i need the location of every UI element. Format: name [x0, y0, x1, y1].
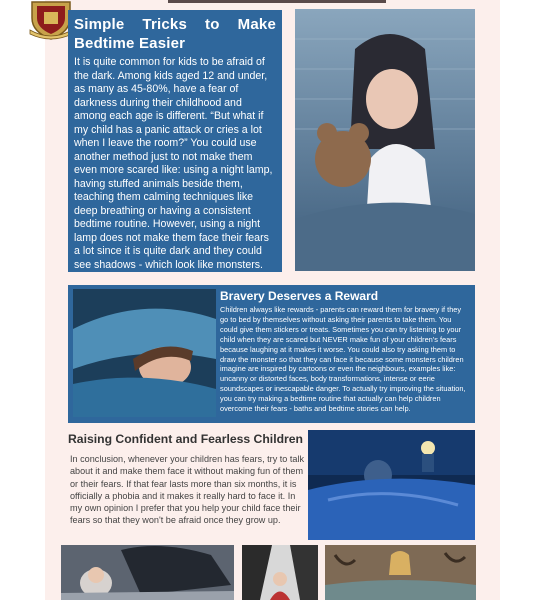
section1-body: It is quite common for kids to be afraid of the dark. Among kids aged 12 and under, as many as 45-80%, have a fear of darkness during their childhood and among each age is different. “But what if my child has a panic attack or cries a lot when I leave the room?” You could use another method just to not make them even more scared like: using a night lamp, having stuffed animals beside them, teaching them calming techniques like deep breathing or having a consistent bedtime routine. However, using a night lamp does not make them face their fears a lot since it is quite dark and they could see shadows - which look like monsters.: [74, 56, 273, 271]
intro-panel: [68, 10, 282, 272]
section2-title: Bravery Deserves a Reward: [220, 289, 379, 303]
section3-title: Raising Confident and Fearless Children: [68, 432, 303, 446]
child-in-bed-with-hands-photo: [325, 545, 476, 600]
section2-body: Children always like rewards - parents can reward them for bravery if they go to bed by themselves without asking their parents to take them. You could give them stickers or treats. Sometimes you can try listening to your child when they are scared but NEVER make fun of your children's fears because laughing at it makes it worse. You could also try asking them to draw the monster so that they can face it because some monsters children imagine are inspired by cartoons or even the neighbours, examples like: uncanny or distorted faces, body transformations, intense or eerie soundscapes or inescapable danger. To actually try improving the situation, you can try making a bedtime routine that actually can help children overcome their fears - baths and bedtime stories can help.: [220, 305, 466, 414]
section1-title: Simple Tricks to Make Bedtime Easier: [74, 16, 276, 52]
child-in-bed-with-lamp-photo: [308, 430, 475, 540]
section3-body: In conclusion, whenever your children has fears, try to talk about it and make them face it without making fun of them or their fears. If that fear lasts more than six months, it is officially a phobia and it makes it really hard to face it. In my own opinion I prefer that you help your child face their fears so that they won't be afraid once they grow up.: [70, 454, 305, 526]
child-under-blanket-photo: [73, 289, 216, 417]
child-with-shadow-monster-photo: [61, 545, 234, 600]
section2-text: [220, 289, 470, 414]
child-with-teddy-photo: [295, 9, 475, 271]
top-divider: [168, 0, 386, 3]
child-scared-of-shadows-photo: [242, 545, 318, 600]
conclusion-section: [68, 432, 308, 527]
